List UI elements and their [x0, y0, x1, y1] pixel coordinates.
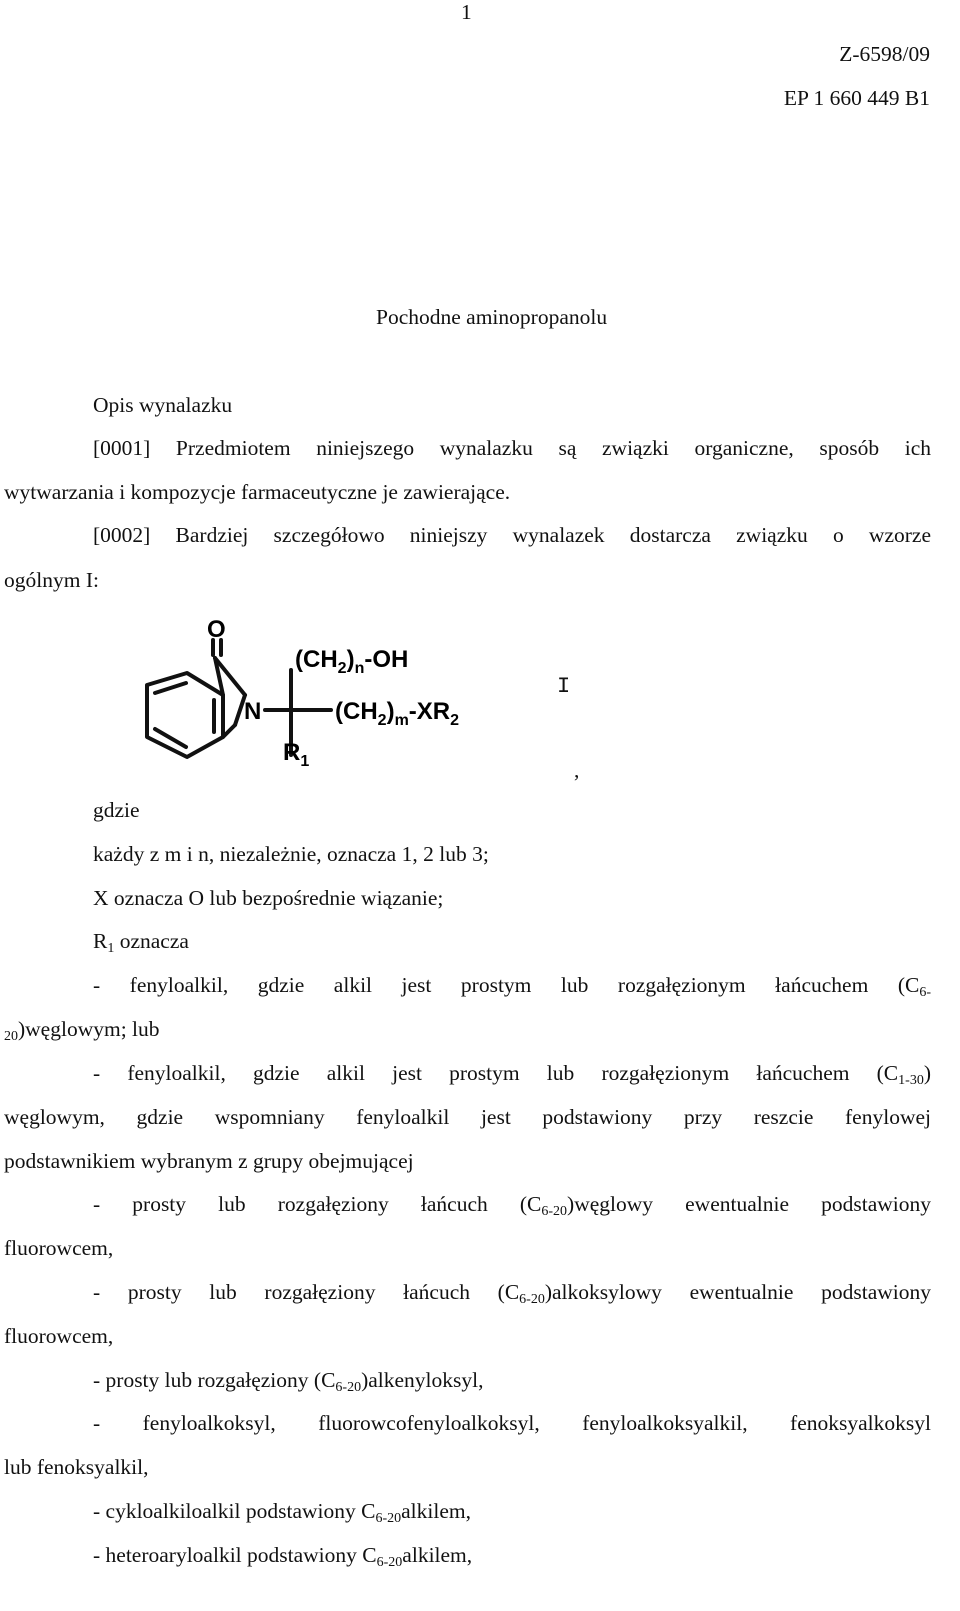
- paragraph-0002-line2: ogólnym I:: [4, 568, 99, 592]
- patent-number: EP 1 660 449 B1: [783, 86, 930, 110]
- alkyl-xr2-group: [335, 698, 459, 729]
- formula-trailing-comma: ,: [574, 758, 580, 782]
- document-reference: Z-6598/09: [839, 42, 930, 66]
- paragraph-0001-line1: [0001] Przedmiotem niniejszego wynalazku są związki organiczne, sposób ich: [93, 436, 931, 460]
- substituent-2-line1: - prosty lub rozgałęziony łańcuch $(C_{6-20})alkoksylowy$ ewentualnie podstawiony: [93, 1280, 931, 1307]
- definition-intro: gdzie: [93, 798, 140, 822]
- svg-text:(CH2)n-OH: $(CH_2)_n-OH$: [295, 646, 409, 677]
- r1-option-2-line3: podstawnikiem wybranym z grupy obejmującej: [4, 1149, 414, 1173]
- r1-option-1-line2: $_{20}$)węglowym; lub: [4, 1017, 160, 1044]
- paragraph-0001-line2: wytwarzania i kompozycje farmaceutyczne je zawierające.: [4, 480, 511, 504]
- substituent-1-line1: - prosty lub rozgałęziony łańcuch $(C_{6-20})węglowy$ ewentualnie podstawiony: [93, 1192, 931, 1219]
- substituent-1-line2: fluorowcem,: [4, 1236, 114, 1260]
- document-title: Pochodne aminopropanolu: [376, 305, 608, 329]
- section-heading: Opis wynalazku: [93, 393, 233, 417]
- definition-m-n: każdy z m i n, niezależnie, oznacza 1, 2 lub 3;: [93, 842, 489, 866]
- substituent-4-line1: - fenyloalkoksyl, fluorowcofenyloalkoksyl, fenyloalkoksyalkil, fenoksyalkoksyl: [93, 1411, 931, 1435]
- substituent-3: - prosty lub rozgałęziony $(C_{6-20})alkenyloksyl$,: [93, 1368, 484, 1395]
- r1-option-2-line2: węglowym, gdzie wspomniany fenyloalkil jest podstawiony przy reszcie fenylowej: [4, 1105, 931, 1129]
- substituent-5: - cykloalkiloalkil podstawiony $C_{6-20}alkilem$,: [93, 1499, 471, 1526]
- r1-option-1-line1: - fenyloalkil, gdzie alkil jest prostym lub rozgałęzionym łańcuchem ($C_{6-}$: [93, 973, 931, 1000]
- substituent-6: - heteroaryloalkil podstawiony $C_{6-20}alkilem$,: [93, 1543, 473, 1570]
- hydroxyalkyl-group: [295, 646, 408, 677]
- formula-label: I: [557, 674, 571, 699]
- substituent-4-line2: lub fenoksyalkil,: [4, 1455, 149, 1479]
- svg-text:R1: $R_1$: [283, 739, 310, 770]
- chemical-structure: [95, 615, 605, 785]
- page-number: 1: [461, 0, 472, 24]
- substituent-2-line2: fluorowcem,: [4, 1324, 114, 1348]
- nitrogen-atom: N: [244, 698, 262, 725]
- paragraph-0002-line1: [0002] Bardziej szczegółowo niniejszy wynalazek dostarcza związku o wzorze: [93, 523, 931, 547]
- r1-option-2-line1: - fenyloalkil, gdzie alkil jest prostym lub rozgałęzionym łańcuchem $(C_{1-30})$: [93, 1061, 931, 1088]
- r1-group: [283, 739, 309, 770]
- oxygen-atom: O: [207, 616, 226, 643]
- definition-r1: $R_1$ oznacza: [93, 929, 189, 956]
- definition-x: X oznacza O lub bezpośrednie wiązanie;: [93, 886, 444, 910]
- svg-text:(CH2)m-XR2: $(CH_2)_m-XR_2$: [335, 698, 460, 729]
